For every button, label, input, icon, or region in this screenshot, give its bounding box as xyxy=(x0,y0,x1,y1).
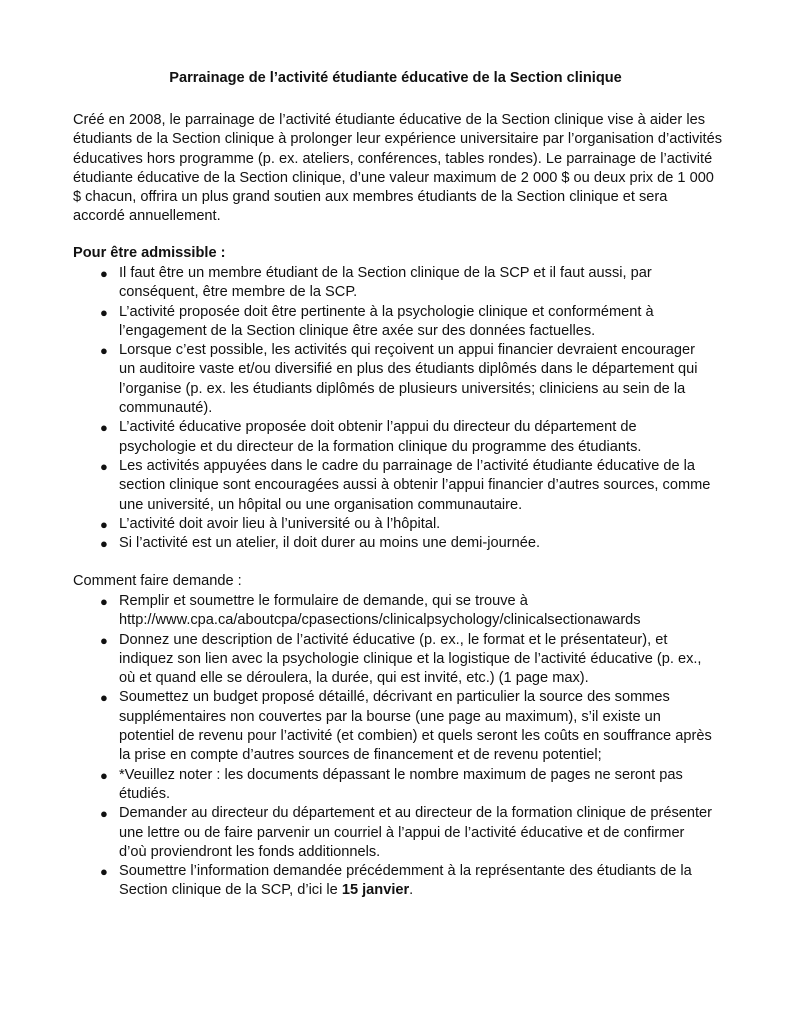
list-item-text: Donnez une description de l’activité éducative (p. ex., le format et le présentateur), et indiquez son lien avec la psychologie clinique et la logistique de l’activité éducative (p. ex., où et quand elle se déroulera, la durée, qui est invité, etc.) (1 page max). xyxy=(119,631,702,687)
list-item-text: Remplir et soumettre le formulaire de demande, qui se trouve à http://www.cpa.ca/aboutcpa/cpasections/clinicalpsychology/clinicalsectionawards xyxy=(119,593,641,629)
deadline-date: 15 janvier xyxy=(341,882,410,899)
bullet-icon: ● xyxy=(100,806,108,822)
eligibility-heading: Pour être admissible : xyxy=(73,245,226,261)
list-item-text: Soumettez un budget proposé détaillé, décrivant en particulier la source des sommes supplémentaires non couvertes par la bourse (une page au maximum), s’il existe un potentiel de revenu pour l’activité (et combien) et quels seront les coûts en souffrance après la prise en compte d’autres sources de financement et de revenu potentiel; xyxy=(119,689,712,764)
bullet-icon: ● xyxy=(100,690,108,706)
bullet-icon: ● xyxy=(100,458,108,474)
bullet-icon: ● xyxy=(100,516,108,532)
list-item xyxy=(73,534,713,553)
list-item-text: Soumettre l’information demandée précédemment à la représentante des étudiants de la Section clinique de la SCP, d’ici le xyxy=(119,863,692,899)
eligibility-list xyxy=(73,264,713,553)
list-item-text: Demander au directeur du département et au directeur de la formation clinique de présenter une lettre ou de faire parvenir un courriel à l’appui de l’activité éducative et de confirmer d’où proviendront les fonds additionnels. xyxy=(119,805,713,860)
bullet-icon: ● xyxy=(100,767,108,783)
list-item xyxy=(73,341,713,418)
apply-heading: Comment faire demande : xyxy=(73,573,242,589)
list-item xyxy=(73,515,713,534)
bullet-icon: ● xyxy=(100,594,108,609)
list-item xyxy=(73,688,713,765)
list-item xyxy=(73,418,713,457)
list-item-text: Les activités appuyées dans le cadre du parrainage de l’activité étudiante éducative de la section clinique sont encouragées aussi à obtenir l’appui financier d’autres sources, comme une université, un hôpital ou une organisation communautaire. xyxy=(119,457,711,513)
list-item-text: L’activité proposée doit être pertinente à la psychologie clinique et conformément à l’engagement de la Section clinique être axée sur des données factuelles. xyxy=(119,303,654,339)
list-item xyxy=(73,631,713,689)
list-item xyxy=(73,804,713,862)
bullet-icon: ● xyxy=(100,343,108,359)
list-item-text: Lorsque c’est possible, les activités qui reçoivent un appui financier devraient encourager un auditoire vaste et/ou diversifié en plus des étudiants diplômés dans le département qui l’organise (p. ex. les étudiants diplômés de plusieurs universités; cliniciens au sein de la communauté). xyxy=(119,342,698,417)
list-item xyxy=(73,457,713,515)
apply-list xyxy=(73,592,713,901)
bullet-icon: ● xyxy=(100,632,108,648)
bullet-icon: ● xyxy=(100,266,108,281)
list-item-text: Il faut être un membre étudiant de la Section clinique de la SCP et il faut aussi, par conséquent, être membre de la SCP. xyxy=(119,265,652,301)
list-item-text: *Veuillez noter : les documents dépassant le nombre maximum de pages ne seront pas étudiés. xyxy=(119,766,683,802)
list-item-text: Si l’activité est un atelier, il doit durer au moins une demi-journée. xyxy=(119,535,541,552)
list-item xyxy=(73,303,713,342)
list-item-text: L’activité doit avoir lieu à l’université ou à l’hôpital. xyxy=(119,515,441,532)
list-item-text: L’activité éducative proposée doit obtenir l’appui du directeur du département de psychologie et du directeur de la formation clinique du programme des étudiants. xyxy=(119,419,642,455)
bullet-icon: ● xyxy=(100,536,108,552)
list-item xyxy=(73,592,713,631)
list-item xyxy=(73,766,713,805)
list-item xyxy=(73,264,713,303)
bullet-icon: ● xyxy=(100,304,108,320)
bullet-icon: ● xyxy=(100,420,108,436)
intro-paragraph: Créé en 2008, le parrainage de l’activité étudiante éducative de la Section clinique vise à aider les étudiants de la Section clinique à prolonger leur expérience universitaire par l’organisation d’activités éducatives hors programme (p. ex. ateliers, conférences, tables rondes). Le parrainage de l’activité étudiante éducative de la Section clinique, d’une valeur maximum de 2 000 $ ou deux prix de 1 000 $ chacun, offrira un plus grand soutien aux membres étudiants de la Section clinique et sera accordé annuellement. xyxy=(73,112,722,225)
bullet-icon: ● xyxy=(100,864,108,880)
document-title: Parrainage de l’activité étudiante éducative de la Section clinique xyxy=(169,70,622,86)
list-item xyxy=(73,862,713,901)
list-item-suffix: . xyxy=(409,882,414,899)
